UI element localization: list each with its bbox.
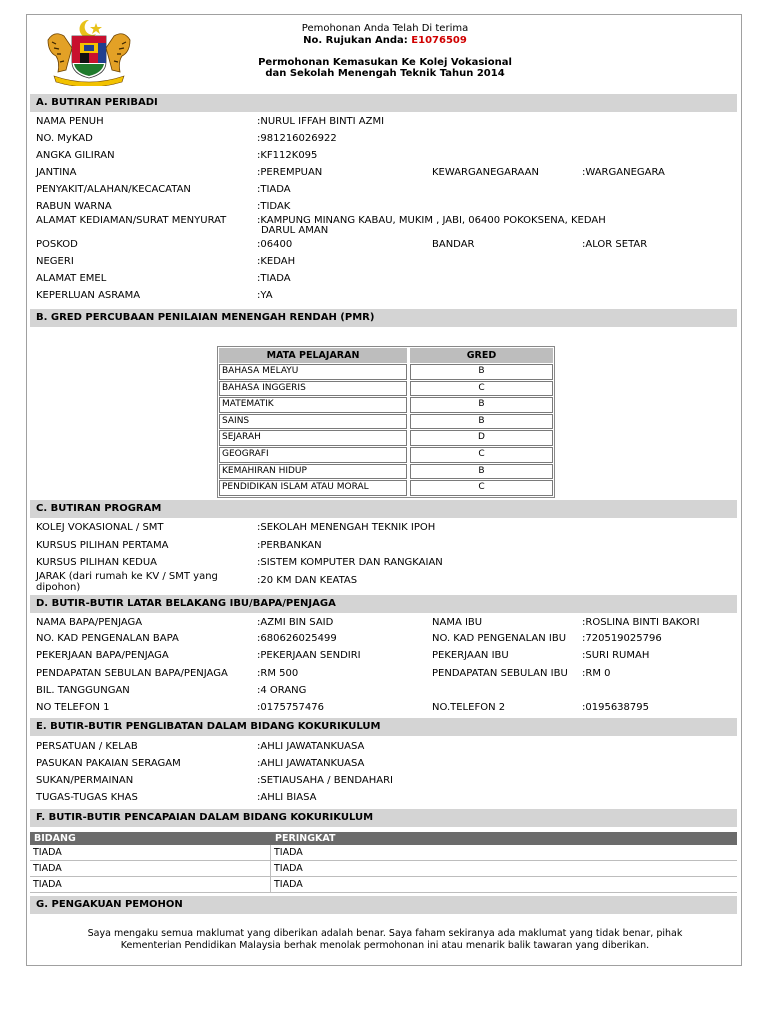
field-value: :06400 (257, 239, 293, 250)
field-label-city: BANDAR (432, 239, 475, 250)
table-header (30, 832, 737, 845)
field-value: :680626025499 (257, 633, 337, 644)
field-label-line-2: dipohon) (36, 582, 81, 593)
field-value: :20 KM DAN KEATAS (257, 575, 358, 586)
section-g-header: G. PENGAKUAN PEMOHON (30, 896, 737, 914)
field-label: SUKAN/PERMAINAN (36, 775, 134, 786)
field-phone (36, 702, 736, 718)
table-row (219, 381, 553, 397)
level-cell: TIADA (274, 863, 303, 874)
field-value: :TIADA (257, 184, 291, 195)
declaration-line-2: Kementerian Pendidikan Malaysia berhak menolak permohonan ini atau menarik balik tawaran yang diberikan. (120, 940, 650, 951)
field-label: POSKOD (36, 239, 78, 250)
coat-of-arms-logo (44, 18, 134, 86)
declaration-text (40, 928, 730, 952)
field-label: TUGAS-TUGAS KHAS (36, 792, 138, 803)
subject-cell: SAINS (219, 414, 407, 430)
field-father-name (36, 617, 736, 633)
subject-cell: MATEMATIK (219, 397, 407, 413)
field-label: KURSUS PILIHAN KEDUA (36, 557, 158, 568)
level-cell: TIADA (274, 847, 303, 858)
field-father-job (36, 650, 736, 666)
table-row (219, 397, 553, 413)
field-value-citizenship: :WARGANEGARA (582, 167, 665, 178)
column-header-field: BIDANG (34, 833, 76, 844)
field-label: PEKERJAAN BAPA/PENJAGA (36, 650, 169, 661)
grade-cell: B (410, 464, 553, 480)
field-value: :PEKERJAAN SENDIRI (257, 650, 361, 661)
field-label: NAMA BAPA/PENJAGA (36, 617, 143, 628)
field-cell: TIADA (30, 845, 271, 860)
field-value-city: :ALOR SETAR (582, 239, 648, 250)
section-d-header: D. BUTIR-BUTIR LATAR BELAKANG IBU/BAPA/PENJAGA (30, 595, 737, 613)
table-row (219, 480, 553, 496)
field-label: PASUKAN PAKAIAN SERAGAM (36, 758, 181, 769)
field-value: :AHLI BIASA (257, 792, 317, 803)
status-text: Pemohonan Anda Telah Di terima (301, 23, 469, 34)
subject-cell: PENDIDIKAN ISLAM ATAU MORAL (219, 480, 407, 496)
field-value: :KAMPUNG MINANG KABAU, MUKIM , JABI, 06400 POKOKSENA, KEDAH (257, 215, 606, 226)
field-value: :0175757476 (257, 702, 324, 713)
field-cell: TIADA (30, 877, 271, 892)
field-value: :AZMI BIN SAID (257, 617, 334, 628)
subject-cell: KEMAHIRAN HIDUP (219, 464, 407, 480)
field-value: :4 ORANG (257, 685, 307, 696)
subject-cell: BAHASA MELAYU (219, 364, 407, 380)
field-value: :AHLI JAWATANKUASA (257, 758, 365, 769)
achievement-table (30, 832, 737, 893)
section-c-header: C. BUTIRAN PROGRAM (30, 500, 737, 518)
form-title-line-2: dan Sekolah Menengah Teknik Tahun 2014 (265, 68, 505, 79)
form-title-line-1: Permohonan Kemasukan Ke Kolej Vokasional (258, 57, 512, 68)
field-value: :YA (257, 290, 273, 301)
field-value: :TIDAK (257, 201, 291, 212)
field-value-mother: :SURI RUMAH (582, 650, 650, 661)
table-row (219, 430, 553, 446)
field-value-mother: :RM 0 (582, 668, 611, 679)
field-label: JARAK (dari rumah ke KV / SMT yang (36, 571, 218, 582)
grade-cell: C (410, 447, 553, 463)
field-label: KOLEJ VOKASIONAL / SMT (36, 522, 164, 533)
field-postcode (36, 239, 736, 255)
table-row (30, 861, 737, 877)
field-label: NO TELEFON 1 (36, 702, 110, 713)
field-label: NO. MyKAD (36, 133, 93, 144)
column-header-subject: MATA PELAJARAN (219, 348, 407, 363)
field-label: JANTINA (36, 167, 77, 178)
column-header-level: PERINGKAT (275, 833, 336, 844)
field-value: :KEDAH (257, 256, 296, 267)
reference-line (140, 35, 630, 46)
field-value-line-2: DARUL AMAN (261, 225, 329, 236)
table-row (30, 877, 737, 893)
field-gender (36, 167, 736, 183)
field-value: :PEREMPUAN (257, 167, 323, 178)
field-label: RABUN WARNA (36, 201, 112, 212)
field-father-ic (36, 633, 736, 649)
subject-cell: BAHASA INGGERIS (219, 381, 407, 397)
grade-cell: D (410, 430, 553, 446)
declaration-line-1: Saya mengaku semua maklumat yang diberikan adalah benar. Saya faham sekiranya ada maklumat yang tidak benar, pihak (87, 928, 683, 939)
field-label: KURSUS PILIHAN PERTAMA (36, 540, 169, 551)
field-label: ALAMAT EMEL (36, 273, 107, 284)
subject-cell: SEJARAH (219, 430, 407, 446)
field-value-phone-2: :0195638795 (582, 702, 649, 713)
field-label: KEPERLUAN ASRAMA (36, 290, 141, 301)
field-value-mother: :ROSLINA BINTI BAKORI (582, 617, 700, 628)
field-value: :AHLI JAWATANKUASA (257, 741, 365, 752)
field-label-mother: NO. KAD PENGENALAN IBU (432, 633, 567, 644)
field-value: :SISTEM KOMPUTER DAN RANGKAIAN (257, 557, 443, 568)
section-f-header: F. BUTIR-BUTIR PENCAPAIAN DALAM BIDANG KOKURIKULUM (30, 809, 737, 827)
field-label: NO. KAD PENGENALAN BAPA (36, 633, 179, 644)
table-row (219, 447, 553, 463)
table-row (30, 845, 737, 861)
level-cell: TIADA (274, 879, 303, 890)
grade-cell: B (410, 364, 553, 380)
field-value: :KF112K095 (257, 150, 318, 161)
reference-number: E1076509 (411, 35, 467, 46)
field-label: PENDAPATAN SEBULAN BAPA/PENJAGA (36, 668, 228, 679)
reference-label: No. Rujukan Anda: (303, 35, 408, 46)
field-label: PENYAKIT/ALAHAN/KECACATAN (36, 184, 191, 195)
grade-cell: C (410, 381, 553, 397)
field-label-phone-2: NO.TELEFON 2 (432, 702, 506, 713)
field-label: PERSATUAN / KELAB (36, 741, 138, 752)
field-label-mother: NAMA IBU (432, 617, 483, 628)
field-label-citizenship: KEWARGANEGARAAN (432, 167, 539, 178)
field-label: BIL. TANGGUNGAN (36, 685, 130, 696)
field-value: :PERBANKAN (257, 540, 322, 551)
grade-cell: B (410, 414, 553, 430)
field-label: ANGKA GILIRAN (36, 150, 115, 161)
field-label: NEGERI (36, 256, 74, 267)
section-a-header: A. BUTIRAN PERIBADI (30, 94, 737, 112)
section-b-header: B. GRED PERCUBAAN PENILAIAN MENENGAH RENDAH (PMR) (30, 309, 737, 327)
field-label-mother: PENDAPATAN SEBULAN IBU (432, 668, 568, 679)
field-value-mother: :720519025796 (582, 633, 662, 644)
field-value: :SETIAUSAHA / BENDAHARI (257, 775, 393, 786)
field-value: :NURUL IFFAH BINTI AZMI (257, 116, 385, 127)
table-row (219, 464, 553, 480)
section-e-header: E. BUTIR-BUTIR PENGLIBATAN DALAM BIDANG KOKURIKULUM (30, 718, 737, 736)
field-label: ALAMAT KEDIAMAN/SURAT MENYURAT (36, 215, 227, 226)
table-row (219, 414, 553, 430)
pmr-grade-table (217, 346, 555, 498)
grade-cell: B (410, 397, 553, 413)
field-cell: TIADA (30, 861, 271, 876)
field-father-income (36, 668, 736, 684)
field-label: NAMA PENUH (36, 116, 104, 127)
field-value: :TIADA (257, 273, 291, 284)
field-value: :SEKOLAH MENENGAH TEKNIK IPOH (257, 522, 436, 533)
grade-cell: C (410, 480, 553, 496)
subject-cell: GEOGRAFI (219, 447, 407, 463)
table-header (219, 348, 553, 363)
field-label-mother: PEKERJAAN IBU (432, 650, 509, 661)
field-value: :981216026922 (257, 133, 337, 144)
column-header-grade: GRED (410, 348, 553, 363)
table-row (219, 364, 553, 380)
field-value: :RM 500 (257, 668, 299, 679)
